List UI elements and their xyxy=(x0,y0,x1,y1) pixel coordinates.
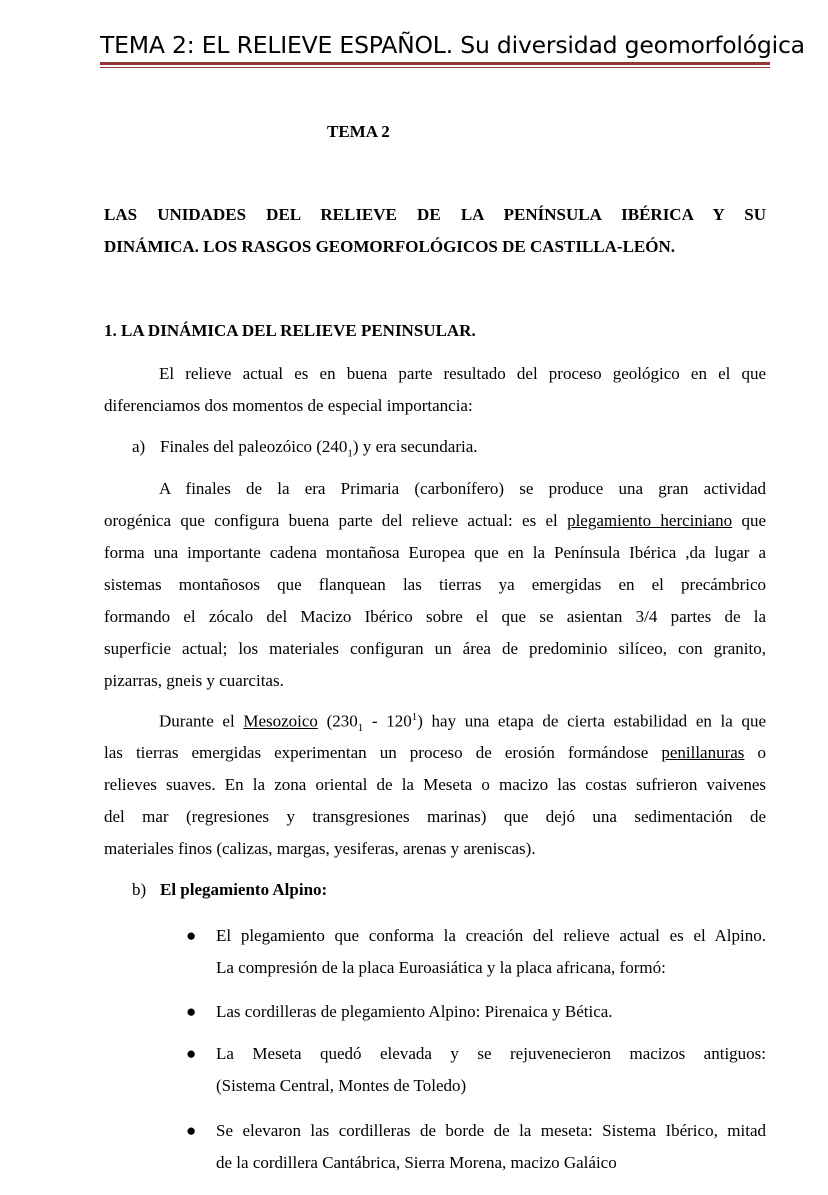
mesozoico-line-2-after: o xyxy=(744,743,766,762)
mesozoico-superscript: 1 xyxy=(411,711,418,723)
primaria-line-1: A finales de la era Primaria (carbonífero) se produce una gran actividad xyxy=(159,479,766,498)
mesozoico-term: Mesozoico xyxy=(243,711,318,731)
primaria-line-7: pizarras, gneis y cuarcitas. xyxy=(104,671,284,690)
item-a-text-before: Finales del paleozóico (240 xyxy=(160,437,348,456)
bullet-2-line-1: Las cordilleras de plegamiento Alpino: Pirenaica y Bética. xyxy=(216,1002,613,1021)
bullet-4-line-1: Se elevaron las cordilleras de borde de la meseta: Sistema Ibérico, mitad xyxy=(216,1121,766,1140)
bullet-3-line-2: (Sistema Central, Montes de Toledo) xyxy=(216,1076,467,1095)
intro-line-1: El relieve actual es en buena parte resultado del proceso geológico en el que xyxy=(159,364,766,383)
bullet-4-line-2: de la cordillera Cantábrica, Sierra Morena, macizo Galáico xyxy=(216,1153,617,1172)
mesozoico-line-2-before: las tierras emergidas experimentan un proceso de erosión formándose xyxy=(104,743,662,762)
primaria-line-2-after: que xyxy=(732,511,766,530)
bullet-icon: ● xyxy=(186,926,197,945)
tema-label: TEMA 2 xyxy=(327,122,390,141)
primaria-line-2-before: orogénica que configura buena parte del relieve actual: es el xyxy=(104,511,568,530)
bullet-1-line-1: El plegamiento que conforma la creación del relieve actual es el Alpino. xyxy=(216,926,766,945)
mesozoico-line-1-after: ) hay una etapa de cierta estabilidad en la que xyxy=(417,711,766,731)
item-a-subscript: 1 xyxy=(347,447,353,460)
mesozoico-line-4: del mar (regresiones y transgresiones marinas) que dejó una sedimentación de xyxy=(104,807,766,826)
section-1-heading: 1. LA DINÁMICA DEL RELIEVE PENINSULAR. xyxy=(104,321,476,340)
primaria-line-2 xyxy=(104,511,766,531)
bullet-icon: ● xyxy=(186,1121,197,1140)
mesozoico-line-5: materiales finos (calizas, margas, yesiferas, arenas y areniscas). xyxy=(104,839,536,858)
mesozoico-line-2 xyxy=(104,743,766,763)
bullet-icon: ● xyxy=(186,1044,197,1063)
mesozoico-line-1-before: Durante el xyxy=(159,711,244,731)
mesozoico-line-3: relieves suaves. En la zona oriental de la Meseta o macizo las costas sufrieron vaivenes xyxy=(104,775,766,794)
mesozoico-line-1-mid2: - 120 xyxy=(363,711,412,731)
intro-line-2: diferenciamos dos momentos de especial importancia: xyxy=(104,396,473,415)
primaria-line-5: formando el zócalo del Macizo Ibérico sobre el que se asientan 3/4 partes de la xyxy=(104,607,766,626)
header-title: TEMA 2: EL RELIEVE ESPAÑOL. Su diversidad geomorfológica xyxy=(100,31,805,59)
page-header xyxy=(100,28,805,68)
main-title-line1: LAS UNIDADES DEL RELIEVE DE LA PENÍNSULA IBÉRICA Y SU xyxy=(104,205,766,224)
list-marker-b: b) xyxy=(132,880,147,899)
header-rule xyxy=(100,62,770,65)
header-rule-thin xyxy=(100,67,770,68)
penillanuras-term: penillanuras xyxy=(661,743,745,762)
bullet-3-line-1: La Meseta quedó elevada y se rejuvenecieron macizos antiguos: xyxy=(216,1044,766,1063)
item-a-text-after: ) y era secundaria. xyxy=(352,437,478,456)
mesozoico-line-1-mid1: (230 xyxy=(317,711,358,731)
list-item-a-text xyxy=(160,437,478,459)
list-item-b-text: El plegamiento Alpino: xyxy=(160,880,328,899)
bullet-1-line-2: La compresión de la placa Euroasiática y la placa africana, formó: xyxy=(216,958,666,977)
mesozoico-subscript: 1 xyxy=(357,722,364,735)
plegamiento-herciniano-term: plegamiento herciniano xyxy=(567,511,733,530)
primaria-line-3: forma una importante cadena montañosa Europea que en la Península Ibérica ,da lugar a xyxy=(104,543,766,562)
bullet-icon: ● xyxy=(186,1002,197,1021)
list-marker-a: a) xyxy=(132,437,146,456)
primaria-line-4: sistemas montañosos que flanquean las tierras ya emergidas en el precámbrico xyxy=(104,575,766,594)
main-title-line2: DINÁMICA. LOS RASGOS GEOMORFOLÓGICOS DE CASTILLA-LEÓN. xyxy=(104,237,676,256)
primaria-line-6: superficie actual; los materiales configuran un área de predominio silíceo, con granito, xyxy=(104,639,766,658)
mesozoico-line-1 xyxy=(159,711,766,734)
